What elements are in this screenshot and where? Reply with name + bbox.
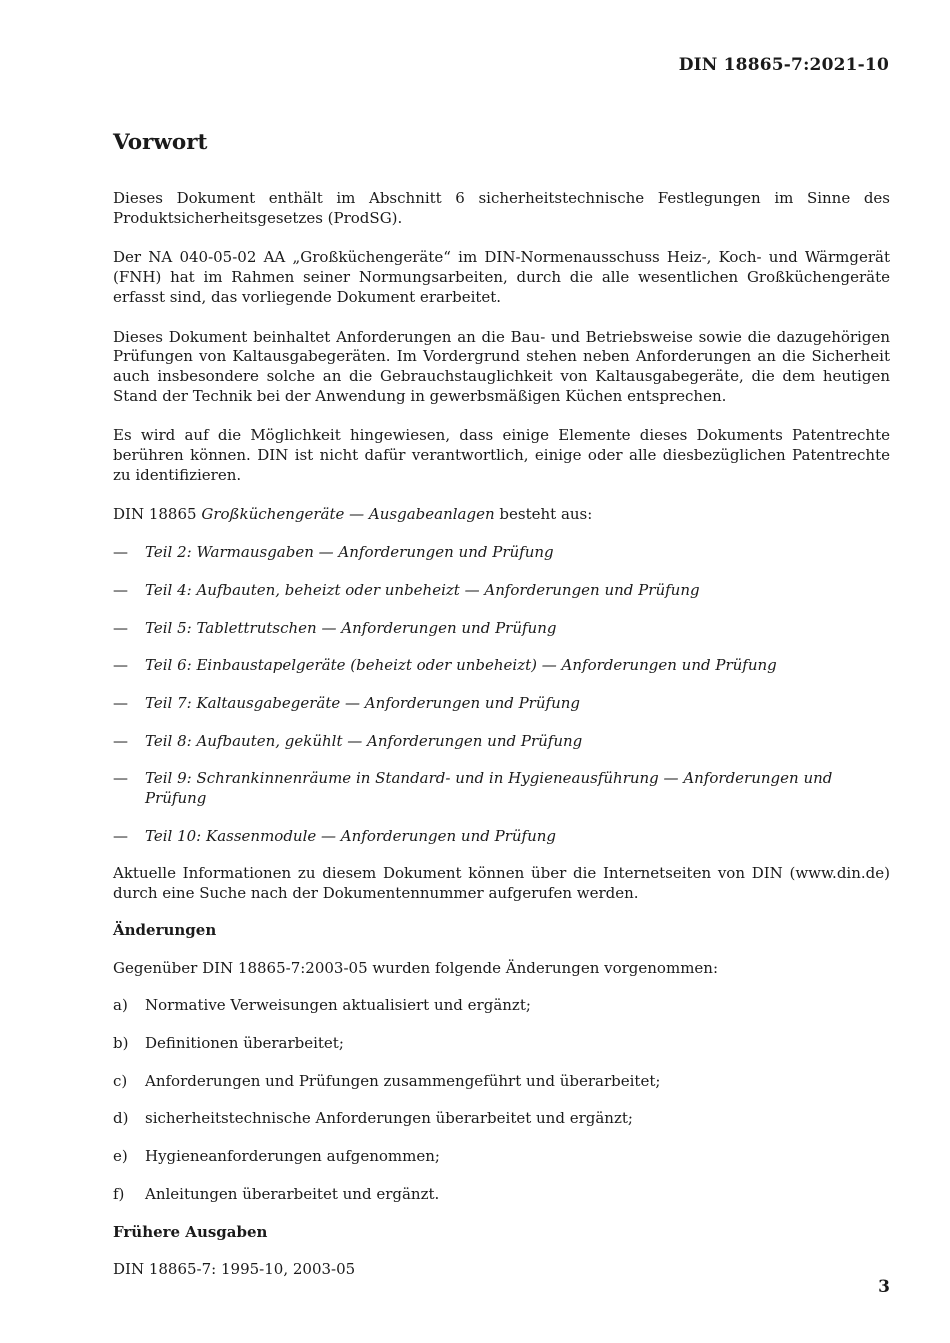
paragraph: Der NA 040-05-02 AA „Großküchengeräte“ im DIN-Normenausschuss Heiz-, Koch- und Wärmgerät (FNH) hat im Rahmen seiner Normungsarbeiten, durch die alle wesentlichen Großküchengeräte erfasst sind, das vorliegende Dokument erarbeitet. <box>113 248 890 306</box>
change-item <box>113 1109 890 1129</box>
paragraph: Dieses Dokument beinhaltet Anforderungen an die Bau- und Betriebsweise sowie die dazugehörigen Prüfungen von Kaltausgabegeräten. Im Vordergrund stehen neben Anforderungen an die Sicherheit auch insbesondere solche an die Gebrauchstauglichkeit von Kaltausgabegeräte, die dem heutigen Stand der Technik bei der Anwendung in gewerbsmäßigen Küchen entsprechen. <box>113 327 890 405</box>
page-content <box>113 128 890 1300</box>
dash-marker: — <box>113 543 128 562</box>
changes-heading: Änderungen <box>113 920 217 939</box>
item-label: a) <box>113 996 128 1015</box>
page-number: 3 <box>878 1277 890 1297</box>
list-item <box>113 827 890 847</box>
dash-marker: — <box>113 618 128 637</box>
change-item <box>113 1034 890 1054</box>
item-label: e) <box>113 1147 128 1166</box>
series-intro-prefix: DIN 18865 <box>113 505 202 524</box>
list-item <box>113 543 890 563</box>
change-item <box>113 996 890 1016</box>
list-item <box>113 769 890 808</box>
changes-intro: Gegenüber DIN 18865-7:2003-05 wurden folgende Änderungen vorgenommen: <box>113 958 719 977</box>
item-label: c) <box>113 1071 128 1090</box>
list-item <box>113 619 890 639</box>
dash-marker: — <box>113 826 128 845</box>
dash-marker: — <box>113 769 128 788</box>
item-text: Definitionen überarbeitet; <box>145 1033 344 1052</box>
part-title: Teil 7: Kaltausgabegeräte — Anforderungen und Prüfung <box>145 693 580 712</box>
change-item <box>113 1072 890 1092</box>
list-item <box>113 732 890 752</box>
series-title: Großküchengeräte — Ausgabeanlagen <box>201 505 495 524</box>
series-intro-suffix: besteht aus: <box>494 505 593 524</box>
page-title: Vorwort <box>113 130 208 155</box>
item-text: Hygieneanforderungen aufgenommen; <box>145 1147 440 1166</box>
part-title: Teil 4: Aufbauten, beheizt oder unbeheizt — Anforderungen und Prüfung <box>145 580 700 599</box>
change-item <box>113 1185 890 1205</box>
list-item <box>113 581 890 601</box>
document-id: DIN 18865-7:2021-10 <box>678 55 889 75</box>
info-paragraph: Aktuelle Informationen zu diesem Dokument können über die Internetseiten von DIN (www.din.de) durch eine Suche nach der Dokumentennummer aufgerufen werden. <box>113 864 890 903</box>
list-item <box>113 694 890 714</box>
part-title: Teil 9: Schrankinnenräume in Standard- und in Hygieneausführung — Anforderungen und Prüfung <box>145 769 833 808</box>
previous-editions-text: DIN 18865-7: 1995-10, 2003-05 <box>113 1260 356 1279</box>
item-text: sicherheitstechnische Anforderungen überarbeitet und ergänzt; <box>145 1109 633 1128</box>
dash-marker: — <box>113 580 128 599</box>
item-text: Anleitungen überarbeitet und ergänzt. <box>145 1184 440 1203</box>
part-title: Teil 10: Kassenmodule — Anforderungen und Prüfung <box>145 826 557 845</box>
paragraph: Es wird auf die Möglichkeit hingewiesen, dass einige Elemente dieses Dokuments Patentrechte berühren können. DIN ist nicht dafür verantwortlich, einige oder alle diesbezüglichen Patentrechte zu identifizieren. <box>113 426 890 484</box>
previous-editions-heading: Frühere Ausgaben <box>113 1222 268 1241</box>
dash-marker: — <box>113 693 128 712</box>
list-item <box>113 656 890 676</box>
dash-marker: — <box>113 656 128 675</box>
item-label: b) <box>113 1033 129 1052</box>
item-text: Anforderungen und Prüfungen zusammengeführt und überarbeitet; <box>145 1071 661 1090</box>
part-title: Teil 5: Tablettrutschen — Anforderungen und Prüfung <box>145 618 557 637</box>
item-label: d) <box>113 1109 129 1128</box>
change-item <box>113 1147 890 1167</box>
paragraph: Dieses Dokument enthält im Abschnitt 6 sicherheitstechnische Festlegungen im Sinne des Produktsicherheitsgesetzes (ProdSG). <box>113 189 890 227</box>
item-text: Normative Verweisungen aktualisiert und ergänzt; <box>145 996 531 1015</box>
part-title: Teil 8: Aufbauten, gekühlt — Anforderungen und Prüfung <box>145 731 583 750</box>
item-label: f) <box>113 1184 125 1203</box>
dash-marker: — <box>113 731 128 750</box>
part-title: Teil 2: Warmausgaben — Anforderungen und Prüfung <box>145 543 554 562</box>
series-intro <box>113 505 890 525</box>
part-title: Teil 6: Einbaustapelgeräte (beheizt oder unbeheizt) — Anforderungen und Prüfung <box>145 656 777 675</box>
